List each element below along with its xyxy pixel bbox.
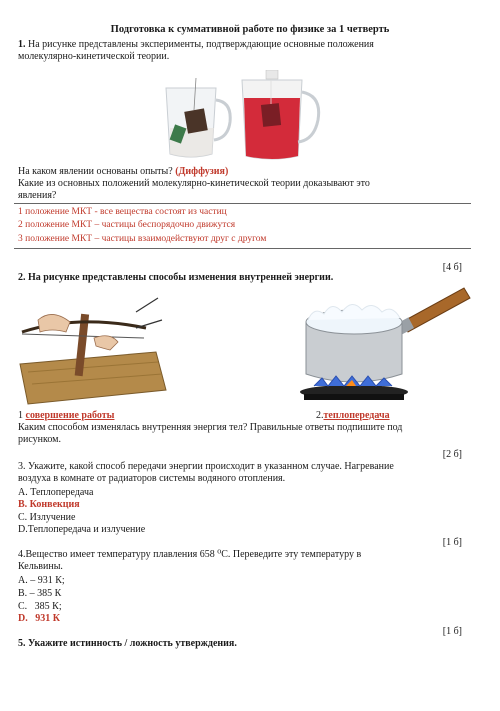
q1-answer-line-1: 1 положение МКТ - все вещества состоят из частиц: [18, 207, 227, 217]
q3-text-b: воздуха в комнате от радиаторов системы водяного отопления.: [18, 473, 286, 484]
q2-label-2-num: 2.: [316, 410, 324, 421]
q2-text: 2. На рисунке представлены способы изменения внутренней энергии.: [18, 272, 334, 283]
q3-option-d: D.Теплопередача и излучение: [18, 524, 146, 535]
saucepan-on-stove-image: [294, 282, 474, 406]
q4-points: [1 б]: [442, 626, 462, 637]
q1-answer-line-2: 2 положение МКТ – частицы беспорядочно движутся: [18, 220, 236, 230]
q2-points: [2 б]: [442, 449, 462, 460]
q4-option-a: A. – 931 К;: [18, 575, 65, 586]
q1-answer-line-3: 3 положение МКТ – частицы взаимодействуют друг с другом: [18, 234, 267, 244]
q3-points: [1 б]: [442, 537, 462, 548]
q4-option-b: B. – 385 К: [18, 588, 62, 599]
q3-option-c: C. Излучение: [18, 512, 76, 523]
q1-question-line: [18, 166, 462, 178]
q2-question-a: Каким способом изменялась внутренняя энергия тел? Правильные ответы подпишите под: [18, 422, 403, 433]
q1-points: [4 б]: [442, 262, 462, 273]
q4-option-c: C. 385 К;: [18, 601, 62, 612]
q2-label-1-answer: совершение работы: [25, 410, 115, 421]
q2-label-2: [316, 410, 390, 422]
q2-question-b: рисунком.: [18, 434, 61, 445]
q3-text-a: 3. Укажите, какой способ передачи энергии происходит в указанном случае. Нагревание: [18, 461, 394, 472]
q4-option-d: D. 931 К: [18, 613, 60, 624]
q1-text: [18, 39, 462, 51]
q1-question2-b: явления?: [18, 190, 57, 201]
q2-label-2-answer: теплопередача: [323, 410, 390, 421]
q2-label-1: [18, 410, 114, 422]
bow-drill-image: [18, 292, 168, 406]
tea-glasses-image: [158, 70, 328, 162]
q1-text-b: молекулярно-кинетической теории.: [18, 51, 170, 62]
q1-text-a: На рисунке представлены эксперименты, подтверждающие основные положения: [28, 39, 374, 50]
q1-number: 1.: [18, 39, 26, 50]
q5-text: 5. Укажите истинность / ложность утверждения.: [18, 638, 237, 649]
q3-option-b: B. Конвекция: [18, 499, 80, 510]
q1-question: На каком явлении основаны опыты?: [18, 166, 173, 177]
q1-question2-a: Какие из основных положений молекулярно-кинетической теории доказывают это: [18, 178, 370, 189]
q2-label-1-num: 1: [18, 410, 23, 421]
q1-answer: (Диффузия): [175, 166, 229, 177]
q4-text-a: 4.Вещество имеет температуру плавления 658 ⁰С. Переведите эту температуру в: [18, 549, 362, 560]
page-title: Подготовка к суммативной работе по физике за 1 четверть: [110, 24, 390, 35]
q3-option-a: A. Теплопередача: [18, 487, 94, 498]
q4-text-b: Кельвины.: [18, 561, 63, 572]
